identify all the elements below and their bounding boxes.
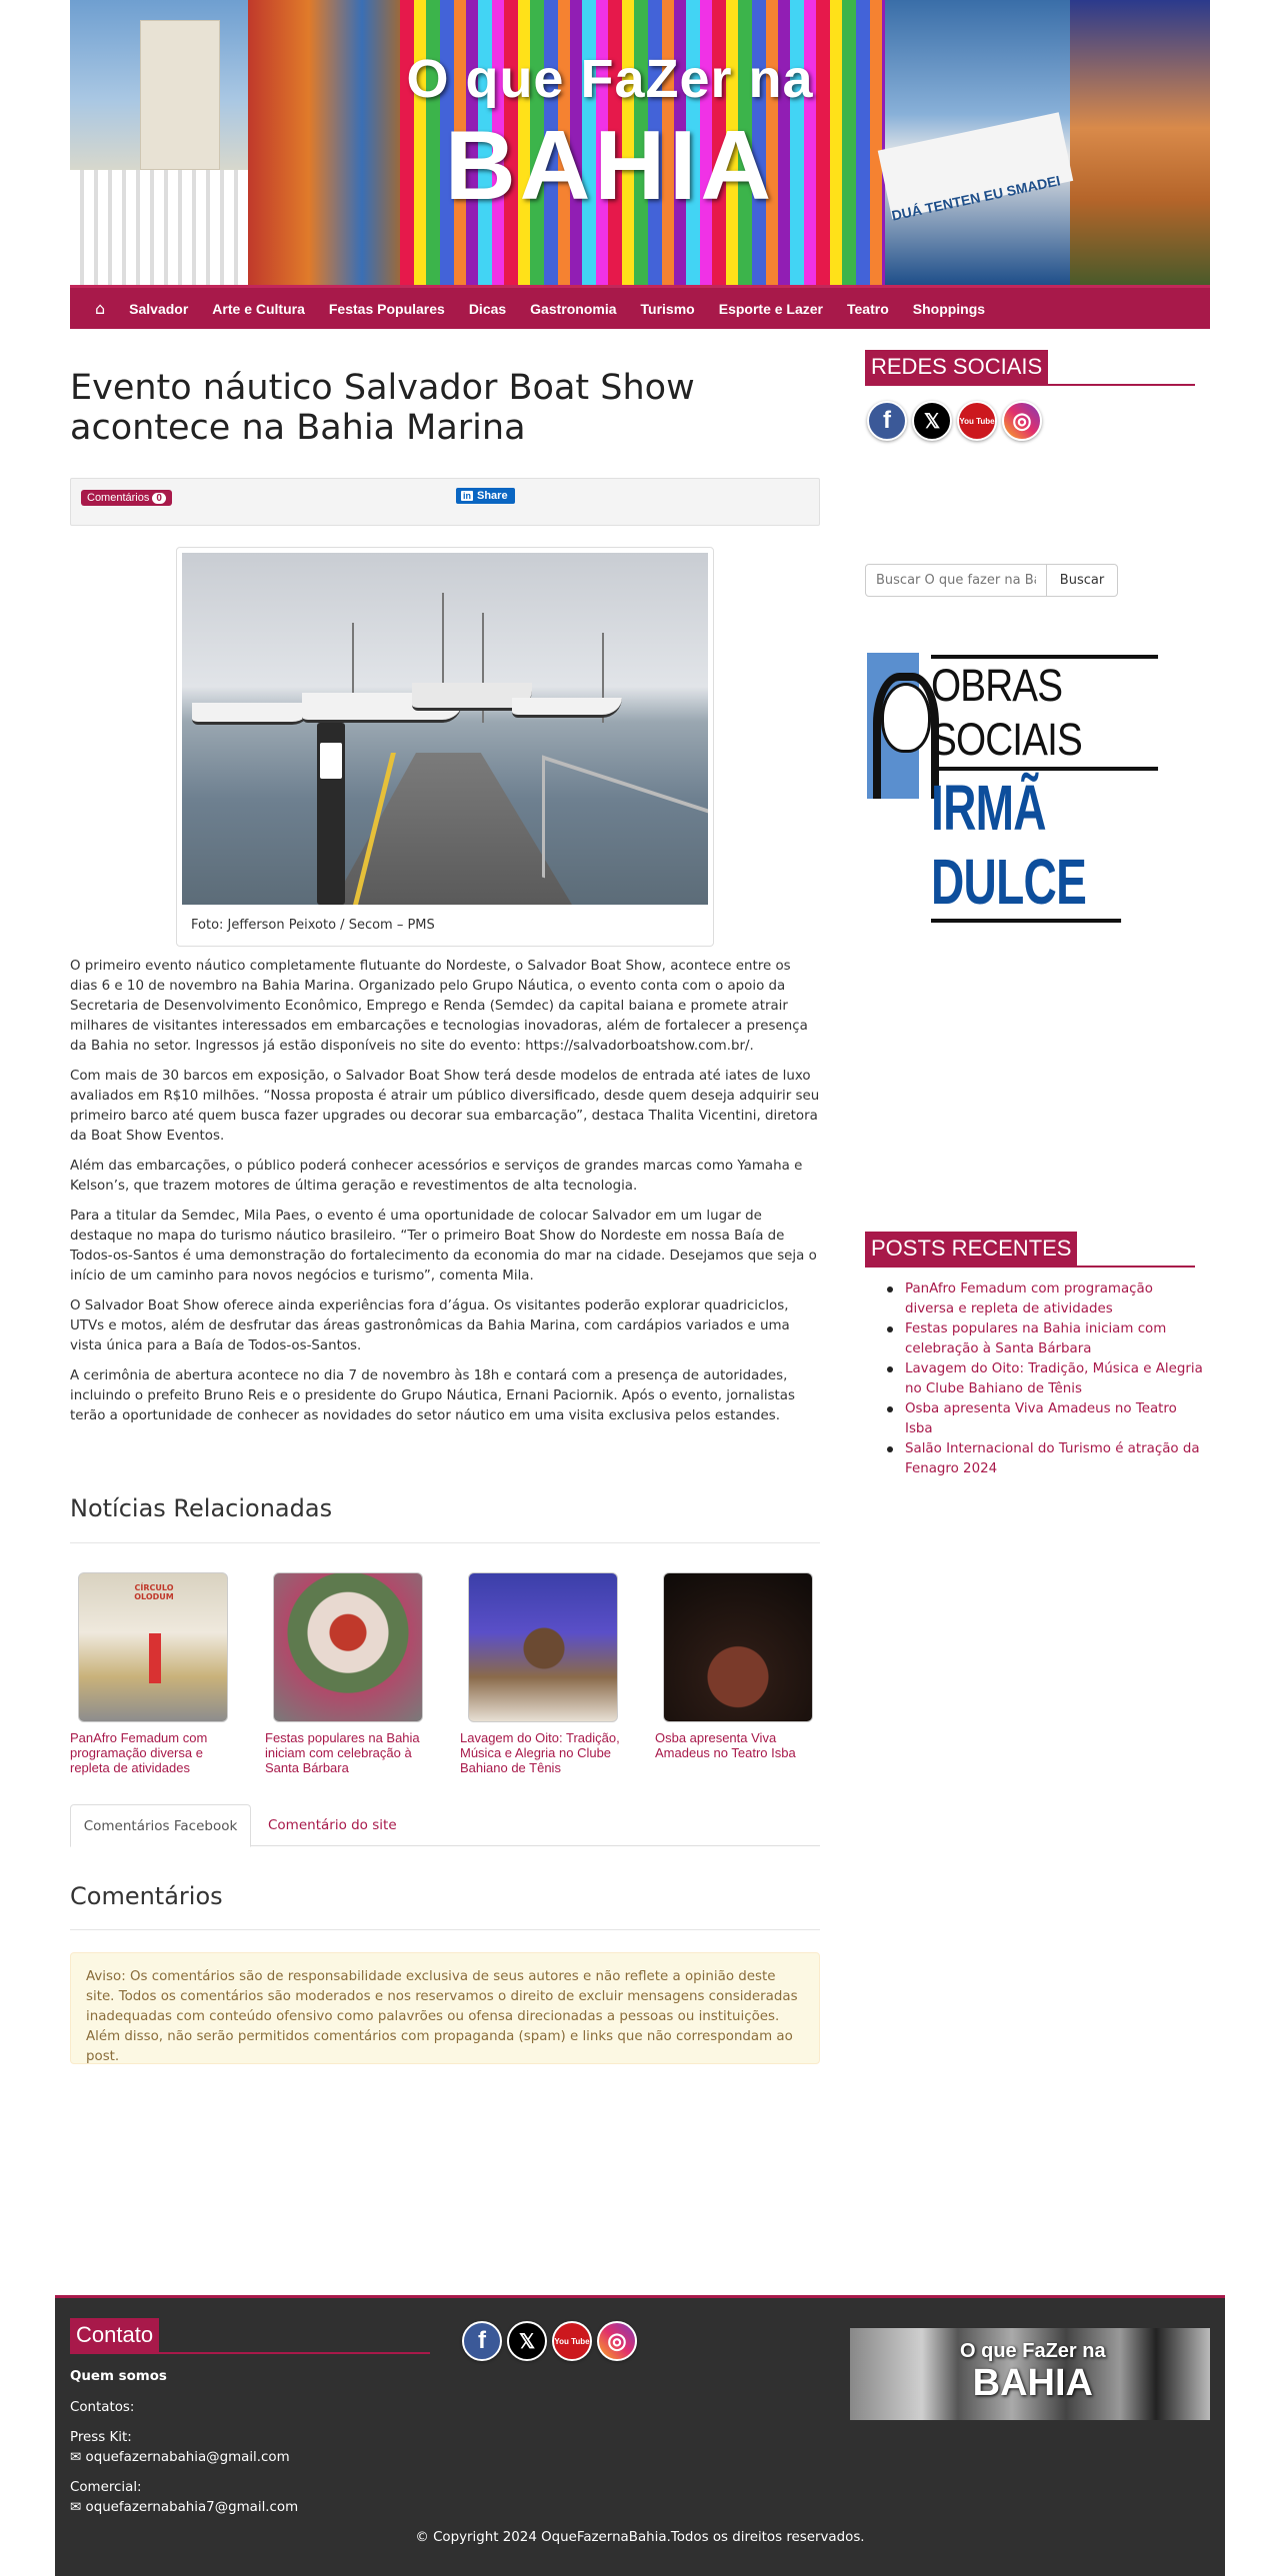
envelope-icon: ✉ xyxy=(70,2500,82,2515)
ad-irma-dulce[interactable] xyxy=(867,652,1195,918)
search-button[interactable]: Buscar xyxy=(1046,564,1118,597)
recent-post-link[interactable]: Festas populares na Bahia iniciam com celebração à Santa Bárbara xyxy=(885,1319,1205,1359)
related-item[interactable] xyxy=(655,1572,825,1760)
nav-salvador[interactable]: Salvador xyxy=(129,300,189,317)
copyright: © Copyright 2024 OqueFazernaBahia.Todos os direitos reservados. xyxy=(415,2530,865,2545)
banner-boat-image xyxy=(885,0,1070,285)
instagram-icon[interactable]: ◎ xyxy=(1002,401,1042,441)
x-icon[interactable]: 𝕏 xyxy=(912,401,952,441)
nav-esporte-lazer[interactable]: Esporte e Lazer xyxy=(718,300,823,317)
nav-turismo[interactable]: Turismo xyxy=(640,300,695,317)
social-heading-label: REDES SOCIAIS xyxy=(865,350,1048,384)
comments-count-button[interactable] xyxy=(81,490,172,506)
comment-tabs xyxy=(70,1804,820,1846)
linkedin-icon: in xyxy=(463,491,471,501)
logo-line1: O que FaZer na xyxy=(406,49,814,109)
related-thumb[interactable] xyxy=(663,1572,813,1722)
commercial-email-link[interactable]: oquefazernabahia7@gmail.com xyxy=(85,2500,299,2515)
footer-logo-line2: BAHIA xyxy=(972,2362,1093,2404)
related-thumb[interactable] xyxy=(78,1572,228,1722)
press-kit-label: Press Kit: xyxy=(70,2430,132,2445)
article-paragraph: A cerimônia de abertura acontece no dia 7 de novembro às 18h e contará com a presença de autoridades, incluindo o prefeito Bruno Reis e o presidente do Grupo Náutica, Ernani Paciornik. Após o evento, jornalistas terão a oportunidade de conhecer as novidades do setor náutico em uma visita exclusiva pelos estandes. xyxy=(70,1368,795,1423)
related-caption[interactable]: Osba apresenta Viva Amadeus no Teatro Isba xyxy=(655,1730,796,1760)
share-label: Share xyxy=(477,490,508,502)
article-paragraph: O primeiro evento náutico completamente flutuante do Nordeste, o Salvador Boat Show, acontece entre os dias 6 e 10 de novembro na Bahia Marina. Organizado pelo Grupo Náutica, o evento conta com o apoio da Secretaria de Desenvolvimento Econômico, Emprego e Renda (Semdec) da capital baiana e promete atrair milhares de visitantes interessados em embarcações e tecnologias inovadoras, além de fortalecer a presença da Bahia no setor. Ingressos já estão disponíveis no site do evento: https://salvadorboatshow.com.br/. xyxy=(70,959,808,1054)
x-icon[interactable]: 𝕏 xyxy=(507,2321,547,2361)
nav-shoppings[interactable]: Shoppings xyxy=(912,300,986,317)
contacts-label: Contatos: xyxy=(70,2400,135,2415)
contact-heading-label: Contato xyxy=(70,2318,159,2352)
related-caption[interactable]: Festas populares na Bahia iniciam com celebração à Santa Bárbara xyxy=(265,1730,420,1775)
share-bar xyxy=(70,478,820,526)
recent-post-link[interactable]: Lavagem do Oito: Tradição, Música e Alegria no Clube Bahiano de Tênis xyxy=(885,1359,1205,1399)
comments-notice: Aviso: Os comentários são de responsabilidade exclusiva de seus autores e não reflete a opinião deste site. Todos os comentários são moderados e nos reservamos o direito de excluir mensagens consideradas inadequadas com conteúdo ofensivo como palavrões ou ofensa direcionadas a pessoas ou instituições. Além disso, não serão permitidos comentários com propaganda (spam) e links que não correspondam ao post. xyxy=(70,1952,820,2064)
article-body xyxy=(70,957,820,1436)
article-paragraph: O Salvador Boat Show oferece ainda experiências fora d’água. Os visitantes poderão explorar quadriciclos, UTVs e motos, além de desfrutar das áreas gastronômicas da Bahia Marina, com cardápios variados e uma vista única para a Baía de Todos-os-Santos. xyxy=(70,1298,790,1353)
facebook-icon[interactable]: f xyxy=(867,401,907,441)
article-paragraph: Além das embarcações, o público poderá conhecer acessórios e serviços de grandes marcas como Yamaha e Kelson’s, que trazem motores de última geração e revestimentos de alta tecnologia. xyxy=(70,1159,803,1194)
nav-gastronomia[interactable]: Gastronomia xyxy=(530,300,617,317)
related-caption[interactable]: Lavagem do Oito: Tradição, Música e Alegria no Clube Bahiano de Tênis xyxy=(460,1730,620,1775)
recent-post-link[interactable]: Salão Internacional do Turismo é atração da Fenagro 2024 xyxy=(885,1439,1205,1479)
nav-teatro[interactable]: Teatro xyxy=(847,300,889,317)
related-thumb[interactable] xyxy=(468,1572,618,1722)
banner-boat-text: DUÁ TENTEN EU SMADEI xyxy=(890,172,1062,224)
youtube-icon[interactable]: You Tube xyxy=(552,2321,592,2361)
nav-festas-populares[interactable]: Festas Populares xyxy=(328,300,445,317)
recent-posts-heading-label: POSTS RECENTES xyxy=(865,1232,1077,1266)
photo-caption: Foto: Jefferson Peixoto / Secom – PMS xyxy=(191,918,435,933)
search-input[interactable] xyxy=(865,564,1047,597)
instagram-icon[interactable]: ◎ xyxy=(597,2321,637,2361)
logo-line2: BAHIA xyxy=(444,110,776,220)
press-email-link[interactable]: oquefazernabahia@gmail.com xyxy=(85,2450,290,2465)
banner-plateau-image xyxy=(1070,0,1210,285)
related-thumb-sign: CÍRCULO OLODUM xyxy=(134,1583,174,1601)
site-footer xyxy=(55,2295,1225,2576)
recent-posts-heading xyxy=(865,1232,1195,1268)
recent-post-link[interactable]: Osba apresenta Viva Amadeus no Teatro Isba xyxy=(885,1399,1205,1439)
banner-church-image xyxy=(70,0,248,285)
article-figure xyxy=(176,547,714,947)
site-logo[interactable] xyxy=(360,48,860,220)
article-paragraph: Para a titular da Semdec, Mila Paes, o evento é uma oportunidade de colocar Salvador em um lugar de destaque no mapa do turismo náutico brasileiro. “Ter o primeiro Boat Show do Nordeste em nossa Baía de Todos-os-Santos é uma demonstração do fortalecimento da economia do mar na cidade. Desejamos que seja o início de um caminho para novos negócios e turismo”, comenta Mila. xyxy=(70,1209,817,1284)
recent-posts-list xyxy=(885,1280,1205,1479)
ad-line1: OBRAS SOCIAIS xyxy=(931,655,1158,771)
comments-label: Comentários xyxy=(87,492,150,504)
irma-dulce-portrait xyxy=(867,653,919,799)
recent-post-link[interactable]: PanAfro Femadum com programação diversa e repleta de atividades xyxy=(885,1280,1205,1319)
related-item[interactable] xyxy=(460,1572,630,1775)
divider xyxy=(70,1929,820,1930)
tab-site-comments[interactable]: Comentário do site xyxy=(268,1817,397,1833)
social-heading xyxy=(865,350,1195,386)
nav-arte-cultura[interactable]: Arte e Cultura xyxy=(212,300,305,317)
related-item[interactable] xyxy=(265,1572,435,1775)
footer-logo[interactable] xyxy=(850,2328,1210,2420)
related-caption[interactable]: PanAfro Femadum com programação diversa e repleta de atividades xyxy=(70,1730,208,1775)
article-paragraph: Com mais de 30 barcos em exposição, o Salvador Boat Show terá desde modelos de entrada até iates de luxo avaliados em R$10 milhões. “Nossa proposta é atrair um público diversificado, desde quem deseja adquirir seu primeiro barco até quem busca fazer upgrades ou decorar sua embarcação”, destaca Thalita Vicentini, diretora da Boat Show Eventos. xyxy=(70,1069,820,1144)
comments-badge: 0 xyxy=(152,493,166,504)
article-photo xyxy=(182,553,708,905)
facebook-icon[interactable]: f xyxy=(462,2321,502,2361)
tab-facebook-comments[interactable]: Comentários Facebook xyxy=(70,1804,251,1847)
home-icon[interactable]: ⌂ xyxy=(95,299,106,318)
commercial-label: Comercial: xyxy=(70,2480,142,2495)
footer-logo-line1: O que FaZer na xyxy=(960,2340,1106,2362)
about-link[interactable]: Quem somos xyxy=(70,2369,167,2384)
nav-dicas[interactable]: Dicas xyxy=(468,300,507,317)
main-nav xyxy=(70,285,1210,329)
related-item[interactable] xyxy=(70,1572,240,1775)
comments-title: Comentários xyxy=(70,1882,223,1910)
envelope-icon: ✉ xyxy=(70,2450,82,2465)
article-title: Evento náutico Salvador Boat Show acontece na Bahia Marina xyxy=(70,368,695,448)
youtube-icon[interactable]: You Tube xyxy=(957,401,997,441)
linkedin-share-button[interactable] xyxy=(456,488,515,504)
contact-heading xyxy=(70,2318,430,2354)
related-thumb[interactable] xyxy=(273,1572,423,1722)
divider xyxy=(70,1542,820,1543)
ad-line2: IRMÃ DULCE xyxy=(931,771,1121,923)
related-title: Notícias Relacionadas xyxy=(70,1494,333,1522)
